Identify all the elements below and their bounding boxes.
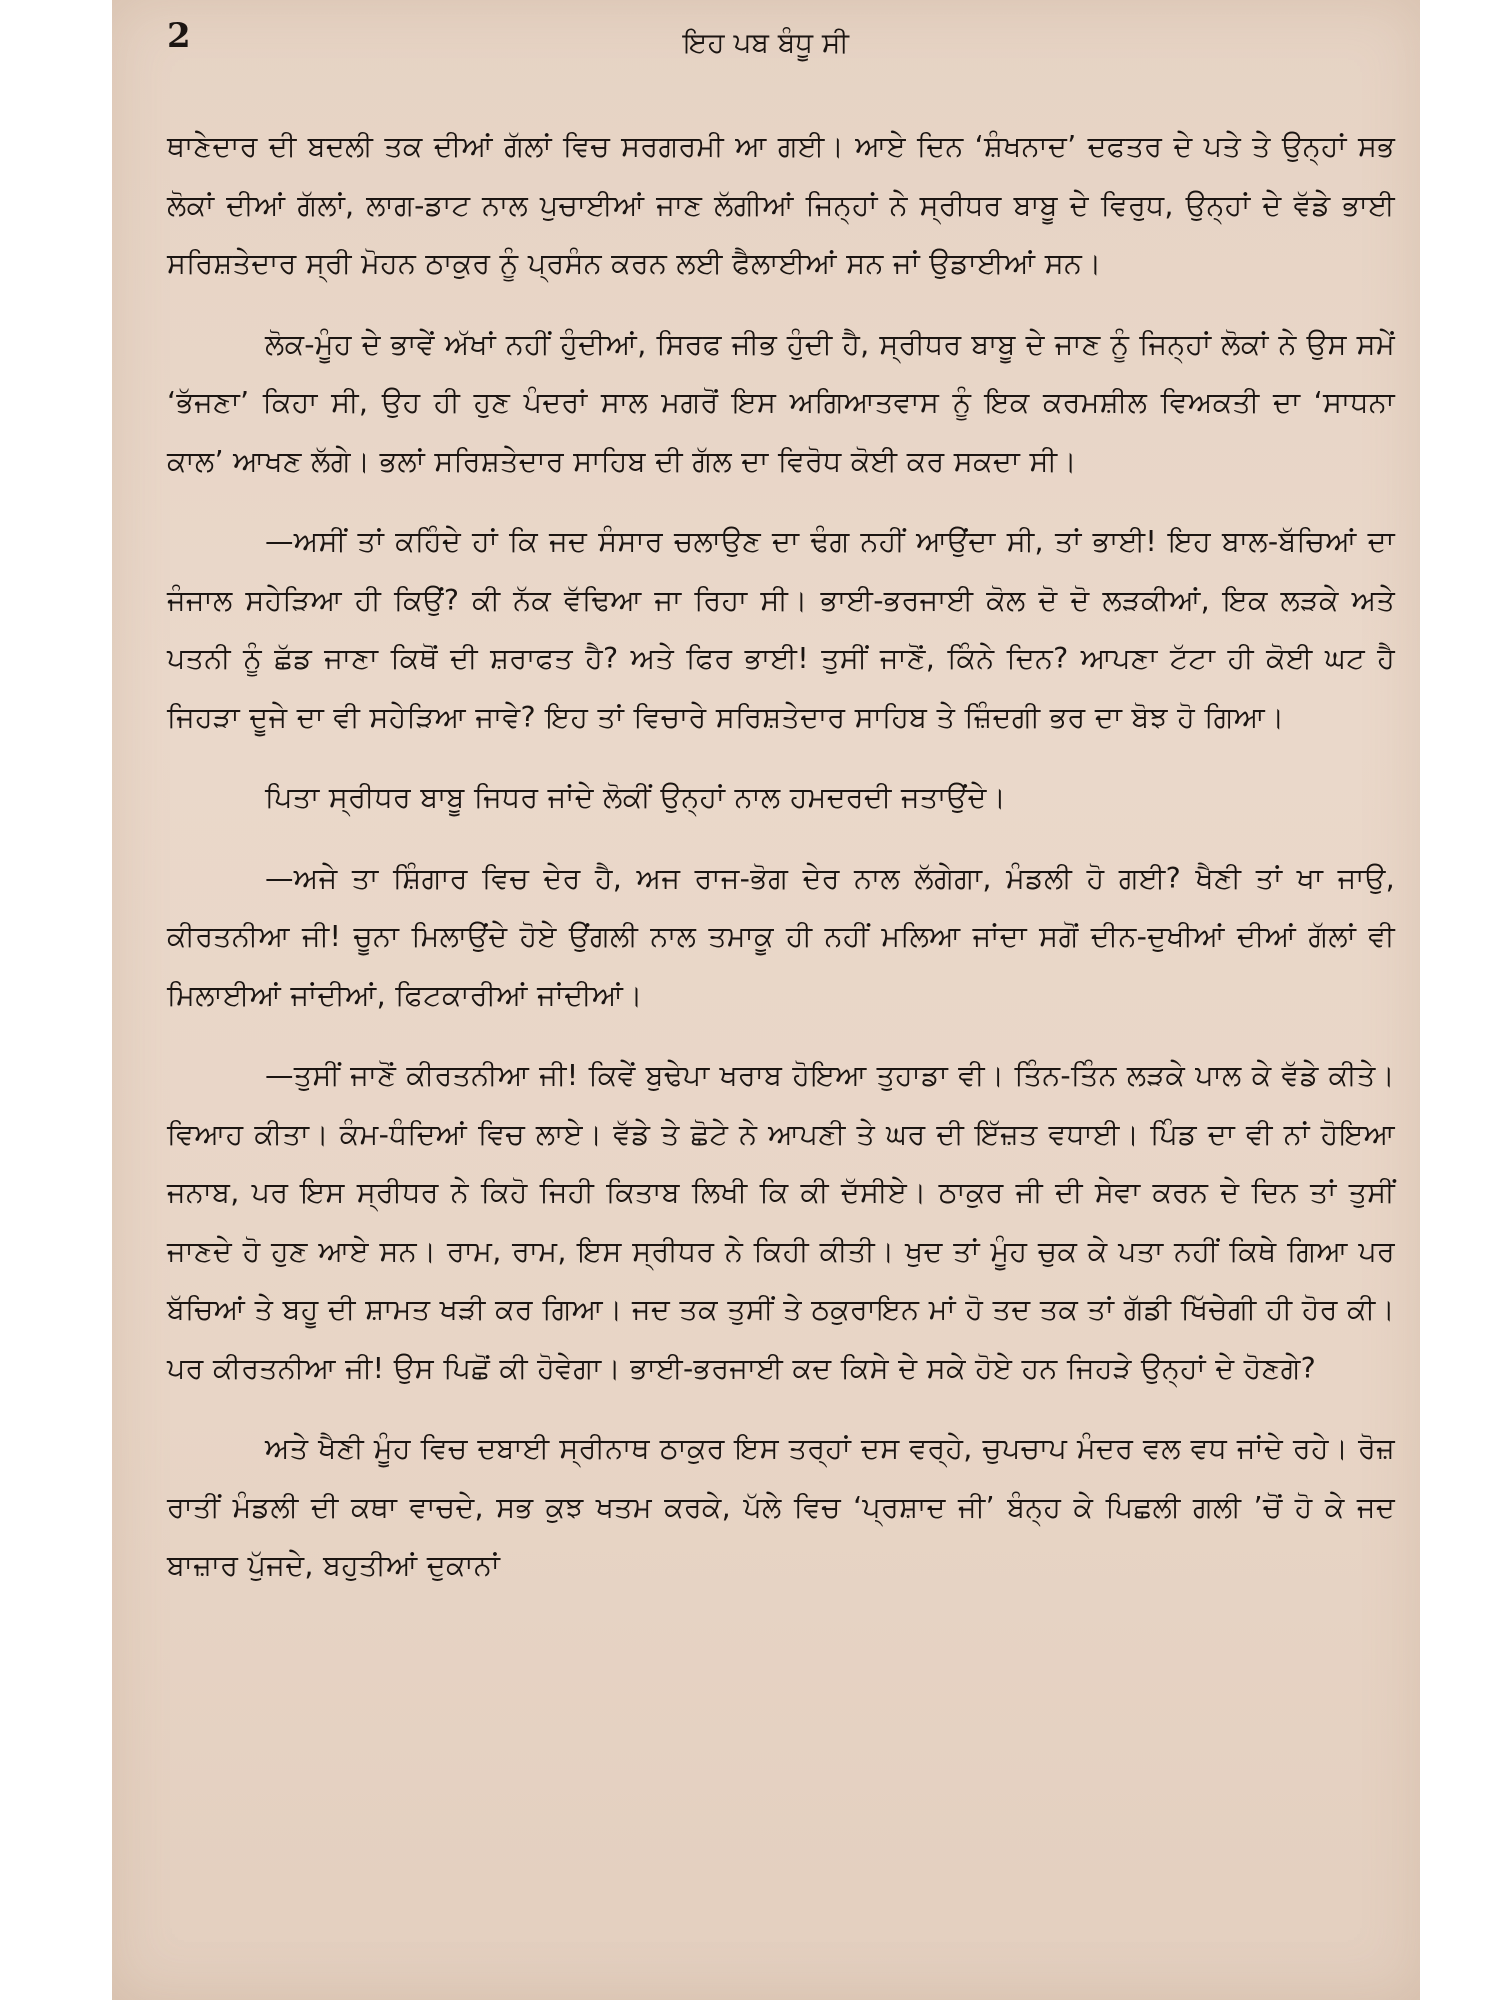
paragraph-6: —ਤੁਸੀਂ ਜਾਣੋਂ ਕੀਰਤਨੀਆ ਜੀ! ਕਿਵੇਂ ਬੁਢੇਪਾ ਖਰਾਬ ਹੋਇਆ ਤੁਹਾਡਾ ਵੀ। ਤਿੰਨ-ਤਿੰਨ ਲੜਕੇ ਪਾਲ ਕੇ ਵੱਡੇ ਕੀਤੇ। ਵਿਆਹ ਕੀਤਾ। ਕੰਮ-ਧੰਦਿਆਂ ਵਿਚ ਲਾਏ। ਵੱਡੇ ਤੇ ਛੋਟੇ ਨੇ ਆਪਣੀ ਤੇ ਘਰ ਦੀ ਇੱਜ਼ਤ ਵਧਾਈ। ਪਿੰਡ ਦਾ ਵੀ ਨਾਂ ਹੋਇਆ ਜਨਾਬ, ਪਰ ਇਸ ਸ੍ਰੀਧਰ ਨੇ ਕਿਹੋ ਜਿਹੀ ਕਿਤਾਬ ਲਿਖੀ ਕਿ ਕੀ ਦੱਸੀਏ। ਠਾਕੁਰ ਜੀ ਦੀ ਸੇਵਾ ਕਰਨ ਦੇ ਦਿਨ ਤਾਂ ਤੁਸੀਂ ਜਾਣਦੇ ਹੋ ਹੁਣ ਆਏ ਸਨ। ਰਾਮ, ਰਾਮ, ਇਸ ਸ੍ਰੀਧਰ ਨੇ ਕਿਹੀ ਕੀਤੀ। ਖੁਦ ਤਾਂ ਮੂੰਹ ਚੁਕ ਕੇ ਪਤਾ ਨਹੀਂ ਕਿਥੇ ਗਿਆ ਪਰ ਬੱਚਿਆਂ ਤੇ ਬਹੂ ਦੀ ਸ਼ਾਮਤ ਖੜੀ ਕਰ ਗਿਆ। ਜਦ ਤਕ ਤੁਸੀਂ ਤੇ ਠਕੁਰਾਇਨ ਮਾਂ ਹੋ ਤਦ ਤਕ ਤਾਂ ਗੱਡੀ ਖਿੱਚੇਗੀ ਹੀ ਹੋਰ ਕੀ। ਪਰ ਕੀਰਤਨੀਆ ਜੀ! ਉਸ ਪਿਛੋਂ ਕੀ ਹੋਵੇਗਾ। ਭਾਈ-ਭਰਜਾਈ ਕਦ ਕਿਸੇ ਦੇ ਸਕੇ ਹੋਏ ਹਨ ਜਿਹੜੇ ਉਨ੍ਹਾਂ ਦੇ ਹੋਣਗੇ? xyxy=(167,1059,1395,1385)
running-head: ਇਹ ਪਬ ਬੰਧੂ ਸੀ xyxy=(683,26,849,59)
book-page xyxy=(112,0,1420,2000)
page-number: 2 xyxy=(167,16,191,56)
paragraph-7: ਅਤੇ ਖੈਣੀ ਮੂੰਹ ਵਿਚ ਦਬਾਈ ਸ੍ਰੀਨਾਥ ਠਾਕੁਰ ਇਸ ਤਰ੍ਹਾਂ ਦਸ ਵਰ੍ਹੇ, ਚੁਪਚਾਪ ਮੰਦਰ ਵਲ ਵਧ ਜਾਂਦੇ ਰਹੇ। ਰੋਜ਼ ਰਾਤੀਂ ਮੰਡਲੀ ਦੀ ਕਥਾ ਵਾਚਦੇ, ਸਭ ਕੁਝ ਖਤਮ ਕਰਕੇ, ਪੱਲੇ ਵਿਚ ‘ਪ੍ਰਸ਼ਾਦ ਜੀ’ ਬੰਨ੍ਹ ਕੇ ਪਿਛਲੀ ਗਲੀ ’ਚੋਂ ਹੋ ਕੇ ਜਦ ਬਾਜ਼ਾਰ ਪੁੱਜਦੇ, ਬਹੁਤੀਆਂ ਦੁਕਾਨਾਂ xyxy=(167,1432,1395,1582)
body-text xyxy=(167,118,1395,1618)
paragraph-4: ਪਿਤਾ ਸ੍ਰੀਧਰ ਬਾਬੂ ਜਿਧਰ ਜਾਂਦੇ ਲੋਕੀਂ ਉਨ੍ਹਾਂ ਨਾਲ ਹਮਦਰਦੀ ਜਤਾਉਂਦੇ। xyxy=(265,781,1007,814)
paragraph-2: ਲੋਕ-ਮੂੰਹ ਦੇ ਭਾਵੇਂ ਅੱਖਾਂ ਨਹੀਂ ਹੁੰਦੀਆਂ, ਸਿਰਫ ਜੀਭ ਹੁੰਦੀ ਹੈ, ਸ੍ਰੀਧਰ ਬਾਬੂ ਦੇ ਜਾਣ ਨੂੰ ਜਿਨ੍ਹਾਂ ਲੋਕਾਂ ਨੇ ਉਸ ਸਮੇਂ ‘ਭੱਜਣਾ’ ਕਿਹਾ ਸੀ, ਉਹ ਹੀ ਹੁਣ ਪੰਦਰਾਂ ਸਾਲ ਮਗਰੋਂ ਇਸ ਅਗਿਆਤਵਾਸ ਨੂੰ ਇਕ ਕਰਮਸ਼ੀਲ ਵਿਅਕਤੀ ਦਾ ‘ਸਾਧਨਾ ਕਾਲ’ ਆਖਣ ਲੱਗੇ। ਭਲਾਂ ਸਰਿਸ਼ਤੇਦਾਰ ਸਾਹਿਬ ਦੀ ਗੱਲ ਦਾ ਵਿਰੋਧ ਕੋਈ ਕਰ ਸਕਦਾ ਸੀ। xyxy=(167,327,1395,478)
paragraph-5: —ਅਜੇ ਤਾ ਸ਼ਿੰਗਾਰ ਵਿਚ ਦੇਰ ਹੈ, ਅਜ ਰਾਜ-ਭੋਗ ਦੇਰ ਨਾਲ ਲੱਗੇਗਾ, ਮੰਡਲੀ ਹੋ ਗਈ? ਖੈਣੀ ਤਾਂ ਖਾ ਜਾਉ, ਕੀਰਤਨੀਆ ਜੀ! ਚੂਨਾ ਮਿਲਾਉਂਦੇ ਹੋਏ ਉਂਗਲੀ ਨਾਲ ਤਮਾਕੂ ਹੀ ਨਹੀਂ ਮਲਿਆ ਜਾਂਦਾ ਸਗੋਂ ਦੀਨ-ਦੁਖੀਆਂ ਦੀਆਂ ਗੱਲਾਂ ਵੀ ਮਿਲਾਈਆਂ ਜਾਂਦੀਆਂ, ਫਿਟਕਾਰੀਆਂ ਜਾਂਦੀਆਂ। xyxy=(167,861,1395,1012)
paragraph-3: —ਅਸੀਂ ਤਾਂ ਕਹਿੰਦੇ ਹਾਂ ਕਿ ਜਦ ਸੰਸਾਰ ਚਲਾਉਣ ਦਾ ਢੰਗ ਨਹੀਂ ਆਉਂਦਾ ਸੀ, ਤਾਂ ਭਾਈ! ਇਹ ਬਾਲ-ਬੱਚਿਆਂ ਦਾ ਜੰਜਾਲ ਸਹੇੜਿਆ ਹੀ ਕਿਉਂ? ਕੀ ਨੱਕ ਵੱਢਿਆ ਜਾ ਰਿਹਾ ਸੀ। ਭਾਈ-ਭਰਜਾਈ ਕੋਲ ਦੋ ਦੋ ਲੜਕੀਆਂ, ਇਕ ਲੜਕੇ ਅਤੇ ਪਤਨੀ ਨੂੰ ਛੱਡ ਜਾਣਾ ਕਿਥੋਂ ਦੀ ਸ਼ਰਾਫਤ ਹੈ? ਅਤੇ ਫਿਰ ਭਾਈ! ਤੁਸੀਂ ਜਾਣੋਂ, ਕਿੰਨੇ ਦਿਨ? ਆਪਣਾ ਟੱਟਾ ਹੀ ਕੋਈ ਘਟ ਹੈ ਜਿਹੜਾ ਦੂਜੇ ਦਾ ਵੀ ਸਹੇੜਿਆ ਜਾਵੇ? ਇਹ ਤਾਂ ਵਿਚਾਰੇ ਸਰਿਸ਼ਤੇਦਾਰ ਸਾਹਿਬ ਤੇ ਜ਼ਿੰਦਗੀ ਭਰ ਦਾ ਬੋਝ ਹੋ ਗਿਆ। xyxy=(167,525,1395,734)
paragraph-1: ਥਾਣੇਦਾਰ ਦੀ ਬਦਲੀ ਤਕ ਦੀਆਂ ਗੱਲਾਂ ਵਿਚ ਸਰਗਰਮੀ ਆ ਗਈ। ਆਏ ਦਿਨ ‘ਸ਼ੰਖਨਾਦ’ ਦਫਤਰ ਦੇ ਪਤੇ ਤੇ ਉਨ੍ਹਾਂ ਸਭ ਲੋਕਾਂ ਦੀਆਂ ਗੱਲਾਂ, ਲਾਗ-ਡਾਟ ਨਾਲ ਪੁਚਾਈਆਂ ਜਾਣ ਲੱਗੀਆਂ ਜਿਨ੍ਹਾਂ ਨੇ ਸ੍ਰੀਧਰ ਬਾਬੂ ਦੇ ਵਿਰੁਧ, ਉਨ੍ਹਾਂ ਦੇ ਵੱਡੇ ਭਾਈ ਸਰਿਸ਼ਤੇਦਾਰ ਸ੍ਰੀ ਮੋਹਨ ਠਾਕੁਰ ਨੂੰ ਪ੍ਰਸੰਨ ਕਰਨ ਲਈ ਫੈਲਾਈਆਂ ਸਨ ਜਾਂ ਉਡਾਈਆਂ ਸਨ। xyxy=(167,130,1395,280)
